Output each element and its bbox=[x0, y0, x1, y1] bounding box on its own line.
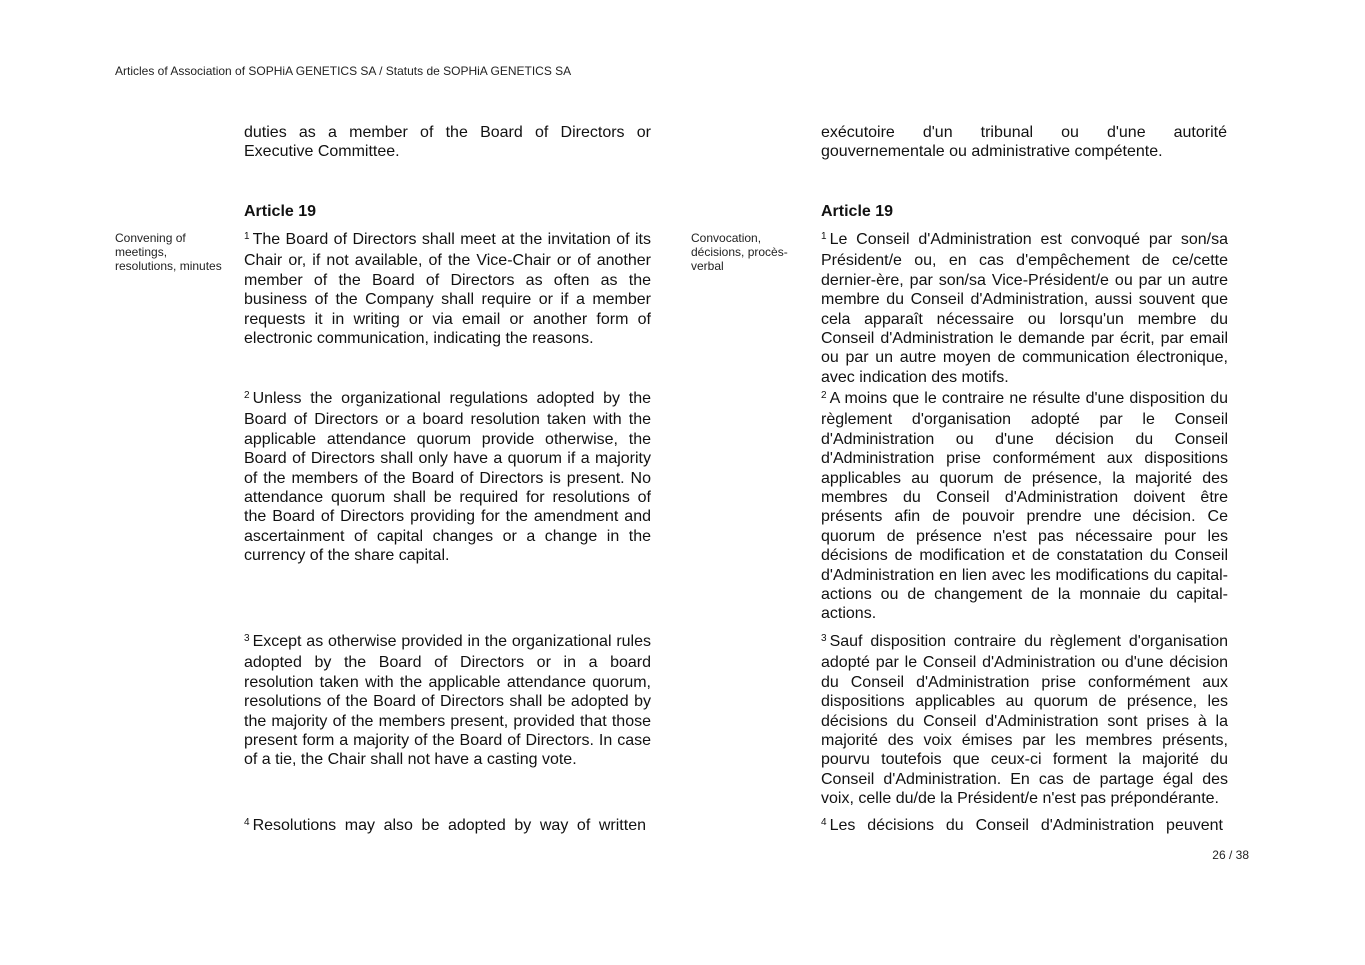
paragraph-text: Unless the organizational regulations adopted by the Board of Directors or a board resolution taken with the applicable attendance quorum provide otherwise, the Board of Directors shall only have a quorum if a majority of the members of the Board of Directors is present. No attendance quorum shall be required for resolutions of the Board of Directors providing for the amendment and ascertainment of capital changes or a change in the currency of the share capital. bbox=[244, 390, 651, 565]
french-article-heading: Article 19 bbox=[821, 203, 894, 220]
paragraph-text: Sauf disposition contraire du règlement d'organisation adopté par le Conseil d'Administration ou d'une décision du Conseil d'Administration prise conformément aux dispositions applicables au quorum de présence, les décisions du Conseil d'Administration sont prises à la majorité des voix émises par les membres présents, pourvu toutefois que ceux-ci forment la majorité du Conseil d'Administration. En cas de partage égal des voix, celle du/de la Président/e n'est pas prépondérante. bbox=[821, 633, 1228, 808]
paragraph-text: Except as otherwise provided in the organizational rules adopted by the Board of Directors or in a board resolution taken with the applicable attendance quorum, resolutions of the Board of Directors shall be adopted by the majority of the members present, provided that those present form a majority of the Board of Directors. In case of a tie, the Chair shall not have a casting vote. bbox=[244, 633, 651, 769]
paragraph-number: 4 bbox=[244, 817, 250, 828]
paragraph-text: The Board of Directors shall meet at the invitation of its Chair or, if not available, of the Vice-Chair or of another member of the Board of Directors as often as the business of the Company shall require or if a member requests it in writing or via email or another form of electronic communication, indicating the reasons. bbox=[244, 231, 651, 348]
french-margin-note: Convocation, décisions, procès-verbal bbox=[691, 231, 788, 273]
page-number: 26 / 38 bbox=[1212, 848, 1249, 862]
english-paragraph-4 bbox=[244, 816, 646, 837]
english-continuation: duties as a member of the Board of Directors or Executive Committee. bbox=[244, 124, 651, 161]
french-continuation: exécutoire d'un tribunal ou d'une autorité gouvernementale ou administrative compétente. bbox=[821, 124, 1227, 161]
french-paragraph-1 bbox=[821, 230, 1228, 387]
paragraph-number: 1 bbox=[821, 231, 827, 242]
english-paragraph-1 bbox=[244, 230, 651, 348]
paragraph-text: Resolutions may also be adopted by way of written bbox=[252, 817, 646, 834]
paragraph-number: 1 bbox=[244, 231, 250, 242]
paragraph-number: 3 bbox=[821, 633, 827, 644]
paragraph-number: 2 bbox=[244, 390, 250, 401]
english-paragraph-3 bbox=[244, 632, 651, 770]
paragraph-text: Le Conseil d'Administration est convoqué par son/sa Président/e ou, en cas d'empêchement de ce/cette dernier-ère, par son/sa Vice-Président/e ou par un autre membre du Conseil d'Administration, aussi souvent que cela apparaît nécessaire ou lorsqu'un membre du Conseil d'Administration le demande par écrit, par email ou par un autre moyen de communication électronique, avec indication des motifs. bbox=[821, 231, 1228, 386]
paragraph-text: A moins que le contraire ne résulte d'une disposition du règlement d'organisation adopté par le Conseil d'Administration ou d'une décision du Conseil d'Administration prise conformément aux dispositions applicables au quorum de présence, la majorité des membres du Conseil d'Administration doivent être présents afin de pouvoir prendre une décision. Ce quorum de présence n'est pas nécessaire pour les décisions de modification et de constatation du Conseil d'Administration en lien avec les modifications du capital-actions ou de changement de la monnaie du capital-actions. bbox=[821, 390, 1228, 623]
french-paragraph-4 bbox=[821, 816, 1223, 837]
paragraph-text: Les décisions du Conseil d'Administration peuvent bbox=[829, 817, 1223, 834]
paragraph-number: 2 bbox=[821, 390, 827, 401]
document-header: Articles of Association of SOPHiA GENETICS SA / Statuts de SOPHiA GENETICS SA bbox=[115, 64, 572, 78]
french-paragraph-2 bbox=[821, 389, 1228, 624]
french-paragraph-3 bbox=[821, 632, 1228, 809]
english-article-heading: Article 19 bbox=[244, 203, 317, 220]
english-margin-note: Convening of meetings, resolutions, minutes bbox=[115, 231, 222, 273]
paragraph-number: 4 bbox=[821, 817, 827, 828]
paragraph-number: 3 bbox=[244, 633, 250, 644]
english-paragraph-2 bbox=[244, 389, 651, 566]
